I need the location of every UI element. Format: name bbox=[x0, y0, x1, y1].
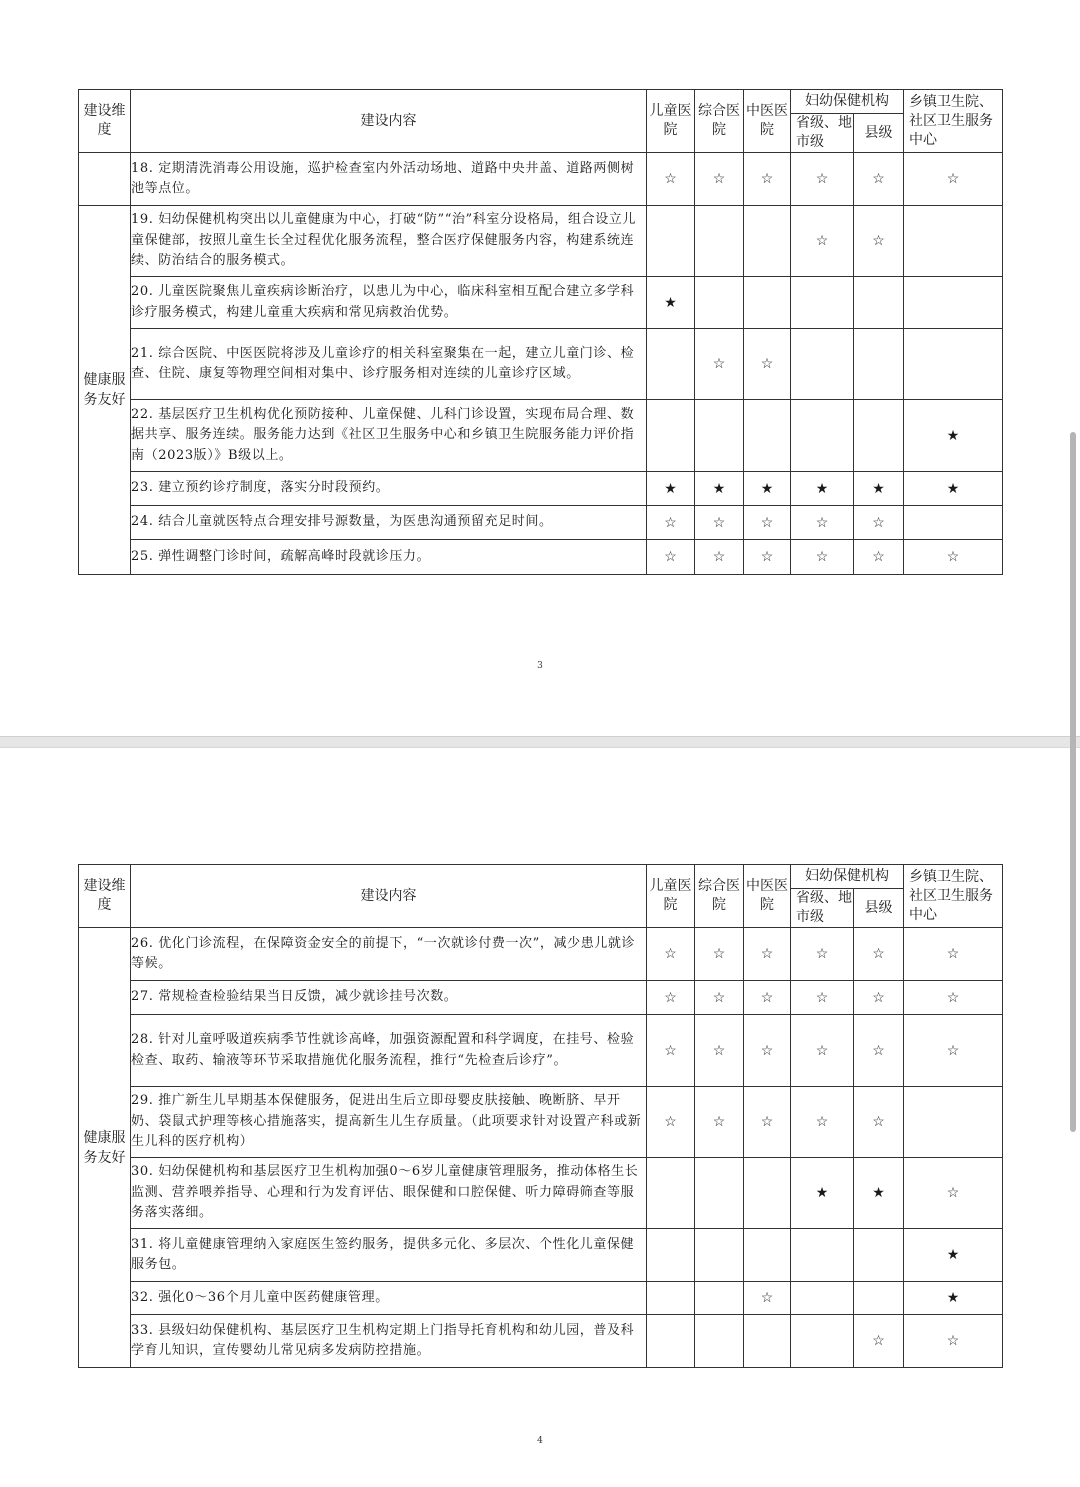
table-row bbox=[79, 928, 1003, 981]
header-tcm-hospital: 中医医院 bbox=[744, 865, 791, 928]
table-row bbox=[79, 1315, 1003, 1368]
header-general-hospital: 综合医院 bbox=[695, 865, 744, 928]
mark-tcm-hospital: ☆ bbox=[744, 506, 791, 540]
mark-mch-county: ☆ bbox=[854, 1315, 904, 1368]
scrollbar-thumb[interactable] bbox=[1070, 432, 1076, 1132]
mark-primary-care: ★ bbox=[904, 1229, 1003, 1282]
page-number: 4 bbox=[537, 1436, 543, 1446]
mark-tcm-hospital: ☆ bbox=[744, 1087, 791, 1158]
mark-primary-care bbox=[904, 1087, 1003, 1158]
mark-childrens-hospital bbox=[647, 1282, 695, 1315]
dimension-cell: 健康服务友好 bbox=[79, 928, 131, 1368]
mark-mch-county: ☆ bbox=[854, 928, 904, 981]
mark-general-hospital bbox=[695, 1158, 744, 1229]
mark-primary-care: ★ bbox=[904, 400, 1003, 472]
content-cell: 29. 推广新生儿早期基本保健服务，促进出生后立即母婴皮肤接触、晚断脐、早开奶、袋鼠式护理等核心措施落实，提高新生儿生存质量。（此项要求针对设置产科或新生儿科的医疗机构） bbox=[131, 1087, 647, 1158]
mark-primary-care: ☆ bbox=[904, 981, 1003, 1015]
mark-mch-provincial: ☆ bbox=[791, 981, 854, 1015]
header-mch-county: 县级 bbox=[854, 889, 904, 928]
mark-primary-care: ☆ bbox=[904, 153, 1003, 206]
mark-tcm-hospital bbox=[744, 1315, 791, 1368]
mark-tcm-hospital: ☆ bbox=[744, 1015, 791, 1087]
mark-primary-care bbox=[904, 277, 1003, 329]
mark-general-hospital bbox=[695, 1315, 744, 1368]
table-row bbox=[79, 1015, 1003, 1087]
mark-childrens-hospital: ☆ bbox=[647, 153, 695, 206]
mark-mch-provincial: ☆ bbox=[791, 1087, 854, 1158]
content-cell: 23. 建立预约诊疗制度，落实分时段预约。 bbox=[131, 472, 647, 506]
header-general-hospital: 综合医院 bbox=[695, 90, 744, 153]
mark-mch-provincial bbox=[791, 329, 854, 400]
mark-primary-care: ☆ bbox=[904, 1158, 1003, 1229]
mark-primary-care: ☆ bbox=[904, 1015, 1003, 1087]
mark-childrens-hospital bbox=[647, 400, 695, 472]
header-primary-care: 乡镇卫生院、社区卫生服务中心 bbox=[904, 865, 1003, 928]
mark-childrens-hospital: ☆ bbox=[647, 506, 695, 540]
mark-general-hospital: ☆ bbox=[695, 153, 744, 206]
standards-table-page-4 bbox=[78, 864, 1003, 1368]
header-dimension: 建设维度 bbox=[79, 865, 131, 928]
header-mch-county: 县级 bbox=[854, 114, 904, 153]
mark-general-hospital bbox=[695, 277, 744, 329]
content-cell: 26. 优化门诊流程，在保障资金安全的前提下，“一次就诊付费一次”，减少患儿就诊等候。 bbox=[131, 928, 647, 981]
table-row bbox=[79, 206, 1003, 277]
content-cell: 32. 强化0～36个月儿童中医药健康管理。 bbox=[131, 1282, 647, 1315]
mark-tcm-hospital bbox=[744, 1229, 791, 1282]
mark-mch-county: ☆ bbox=[854, 1015, 904, 1087]
table-row bbox=[79, 1282, 1003, 1315]
mark-mch-county bbox=[854, 400, 904, 472]
page-3 bbox=[0, 0, 1080, 736]
mark-mch-provincial: ☆ bbox=[791, 928, 854, 981]
mark-mch-county bbox=[854, 277, 904, 329]
content-cell: 21. 综合医院、中医医院将涉及儿童诊疗的相关科室聚集在一起，建立儿童门诊、检查、住院、康复等物理空间相对集中、诊疗服务相对连续的儿童诊疗区域。 bbox=[131, 329, 647, 400]
dimension-cell-empty bbox=[79, 153, 131, 206]
table-header-row bbox=[79, 865, 1003, 889]
header-dimension: 建设维度 bbox=[79, 90, 131, 153]
mark-childrens-hospital: ★ bbox=[647, 472, 695, 506]
mark-tcm-hospital: ☆ bbox=[744, 928, 791, 981]
mark-childrens-hospital: ☆ bbox=[647, 1015, 695, 1087]
mark-mch-county: ☆ bbox=[854, 1087, 904, 1158]
table-row bbox=[79, 400, 1003, 472]
mark-general-hospital: ☆ bbox=[695, 540, 744, 575]
content-cell: 28. 针对儿童呼吸道疾病季节性就诊高峰，加强资源配置和科学调度，在挂号、检验检查、取药、输液等环节采取措施优化服务流程，推行“先检查后诊疗”。 bbox=[131, 1015, 647, 1087]
table-row bbox=[79, 1158, 1003, 1229]
content-cell: 31. 将儿童健康管理纳入家庭医生签约服务，提供多元化、多层次、个性化儿童保健服务包。 bbox=[131, 1229, 647, 1282]
mark-tcm-hospital: ★ bbox=[744, 472, 791, 506]
mark-general-hospital bbox=[695, 1229, 744, 1282]
mark-primary-care: ☆ bbox=[904, 540, 1003, 575]
header-mch-provincial: 省级、地市级 bbox=[791, 114, 854, 153]
mark-mch-provincial: ★ bbox=[791, 1158, 854, 1229]
content-cell: 33. 县级妇幼保健机构、基层医疗卫生机构定期上门指导托育机构和幼儿园，普及科学育儿知识，宣传婴幼儿常见病多发病防控措施。 bbox=[131, 1315, 647, 1368]
table-row bbox=[79, 981, 1003, 1015]
mark-childrens-hospital: ★ bbox=[647, 277, 695, 329]
mark-childrens-hospital: ☆ bbox=[647, 981, 695, 1015]
mark-mch-provincial: ☆ bbox=[791, 1015, 854, 1087]
mark-mch-provincial: ☆ bbox=[791, 206, 854, 277]
header-content: 建设内容 bbox=[131, 90, 647, 153]
mark-mch-county: ★ bbox=[854, 1158, 904, 1229]
table-row bbox=[79, 329, 1003, 400]
header-mch-group: 妇幼保健机构 bbox=[791, 90, 904, 114]
mark-general-hospital: ☆ bbox=[695, 329, 744, 400]
mark-general-hospital: ☆ bbox=[695, 1015, 744, 1087]
mark-mch-provincial: ☆ bbox=[791, 153, 854, 206]
page-number: 3 bbox=[537, 661, 543, 671]
content-cell: 25. 弹性调整门诊时间，疏解高峰时段就诊压力。 bbox=[131, 540, 647, 575]
mark-childrens-hospital bbox=[647, 1315, 695, 1368]
mark-mch-provincial bbox=[791, 1282, 854, 1315]
page-separator bbox=[0, 736, 1080, 748]
table-row bbox=[79, 153, 1003, 206]
content-cell: 19. 妇幼保健机构突出以儿童健康为中心，打破“防”“治”科室分设格局，组合设立儿童保健部，按照儿童生长全过程优化服务流程，整合医疗保健服务内容，构建系统连续、防治结合的服务模式。 bbox=[131, 206, 647, 277]
mark-mch-county: ★ bbox=[854, 472, 904, 506]
header-content: 建设内容 bbox=[131, 865, 647, 928]
content-cell: 22. 基层医疗卫生机构优化预防接种、儿童保健、儿科门诊设置，实现布局合理、数据共享、服务连续。服务能力达到《社区卫生服务中心和乡镇卫生院服务能力评价指南（2023版）》B级以上。 bbox=[131, 400, 647, 472]
content-cell: 18. 定期清洗消毒公用设施，巡护检查室内外活动场地、道路中央井盖、道路两侧树池等点位。 bbox=[131, 153, 647, 206]
mark-general-hospital: ☆ bbox=[695, 928, 744, 981]
mark-primary-care: ★ bbox=[904, 1282, 1003, 1315]
mark-tcm-hospital bbox=[744, 400, 791, 472]
header-childrens-hospital: 儿童医院 bbox=[647, 90, 695, 153]
table-header-row bbox=[79, 90, 1003, 114]
mark-mch-provincial bbox=[791, 1315, 854, 1368]
mark-general-hospital: ☆ bbox=[695, 506, 744, 540]
mark-primary-care: ☆ bbox=[904, 1315, 1003, 1368]
mark-childrens-hospital: ☆ bbox=[647, 540, 695, 575]
content-cell: 20. 儿童医院聚焦儿童疾病诊断治疗，以患儿为中心，临床科室相互配合建立多学科诊疗服务模式，构建儿童重大疾病和常见病救治优势。 bbox=[131, 277, 647, 329]
mark-tcm-hospital: ☆ bbox=[744, 329, 791, 400]
header-primary-care: 乡镇卫生院、社区卫生服务中心 bbox=[904, 90, 1003, 153]
mark-mch-county bbox=[854, 1282, 904, 1315]
mark-mch-provincial bbox=[791, 1229, 854, 1282]
content-cell: 27. 常规检查检验结果当日反馈，减少就诊挂号次数。 bbox=[131, 981, 647, 1015]
mark-primary-care bbox=[904, 506, 1003, 540]
mark-childrens-hospital bbox=[647, 1229, 695, 1282]
table-row bbox=[79, 277, 1003, 329]
mark-primary-care bbox=[904, 206, 1003, 277]
mark-childrens-hospital: ☆ bbox=[647, 928, 695, 981]
mark-tcm-hospital bbox=[744, 206, 791, 277]
mark-mch-provincial bbox=[791, 400, 854, 472]
mark-mch-provincial: ★ bbox=[791, 472, 854, 506]
header-mch-provincial: 省级、地市级 bbox=[791, 889, 854, 928]
mark-childrens-hospital bbox=[647, 206, 695, 277]
header-tcm-hospital: 中医医院 bbox=[744, 90, 791, 153]
mark-mch-county: ☆ bbox=[854, 506, 904, 540]
content-cell: 24. 结合儿童就医特点合理安排号源数量，为医患沟通预留充足时间。 bbox=[131, 506, 647, 540]
mark-mch-county: ☆ bbox=[854, 540, 904, 575]
mark-primary-care: ☆ bbox=[904, 928, 1003, 981]
mark-tcm-hospital bbox=[744, 1158, 791, 1229]
mark-general-hospital: ★ bbox=[695, 472, 744, 506]
mark-childrens-hospital bbox=[647, 329, 695, 400]
mark-mch-provincial: ☆ bbox=[791, 506, 854, 540]
mark-tcm-hospital: ☆ bbox=[744, 540, 791, 575]
mark-primary-care: ★ bbox=[904, 472, 1003, 506]
mark-mch-county bbox=[854, 329, 904, 400]
standards-table-page-3 bbox=[78, 89, 1003, 575]
mark-general-hospital bbox=[695, 1282, 744, 1315]
header-childrens-hospital: 儿童医院 bbox=[647, 865, 695, 928]
mark-mch-county: ☆ bbox=[854, 153, 904, 206]
mark-general-hospital: ☆ bbox=[695, 1087, 744, 1158]
page-4 bbox=[0, 748, 1080, 1487]
mark-mch-provincial: ☆ bbox=[791, 540, 854, 575]
table-row bbox=[79, 1087, 1003, 1158]
mark-mch-county bbox=[854, 1229, 904, 1282]
mark-tcm-hospital: ☆ bbox=[744, 981, 791, 1015]
mark-general-hospital bbox=[695, 206, 744, 277]
header-mch-group: 妇幼保健机构 bbox=[791, 865, 904, 889]
mark-tcm-hospital: ☆ bbox=[744, 153, 791, 206]
mark-childrens-hospital: ☆ bbox=[647, 1087, 695, 1158]
mark-primary-care bbox=[904, 329, 1003, 400]
table-row bbox=[79, 1229, 1003, 1282]
mark-mch-county: ☆ bbox=[854, 981, 904, 1015]
mark-childrens-hospital bbox=[647, 1158, 695, 1229]
mark-mch-county: ☆ bbox=[854, 206, 904, 277]
table-row bbox=[79, 506, 1003, 540]
mark-tcm-hospital bbox=[744, 277, 791, 329]
mark-general-hospital bbox=[695, 400, 744, 472]
table-row bbox=[79, 540, 1003, 575]
content-cell: 30. 妇幼保健机构和基层医疗卫生机构加强0～6岁儿童健康管理服务，推动体格生长监测、营养喂养指导、心理和行为发育评估、眼保健和口腔保健、听力障碍筛查等服务落实落细。 bbox=[131, 1158, 647, 1229]
table-row bbox=[79, 472, 1003, 506]
mark-tcm-hospital: ☆ bbox=[744, 1282, 791, 1315]
mark-general-hospital: ☆ bbox=[695, 981, 744, 1015]
mark-mch-provincial bbox=[791, 277, 854, 329]
dimension-cell: 健康服务友好 bbox=[79, 206, 131, 575]
